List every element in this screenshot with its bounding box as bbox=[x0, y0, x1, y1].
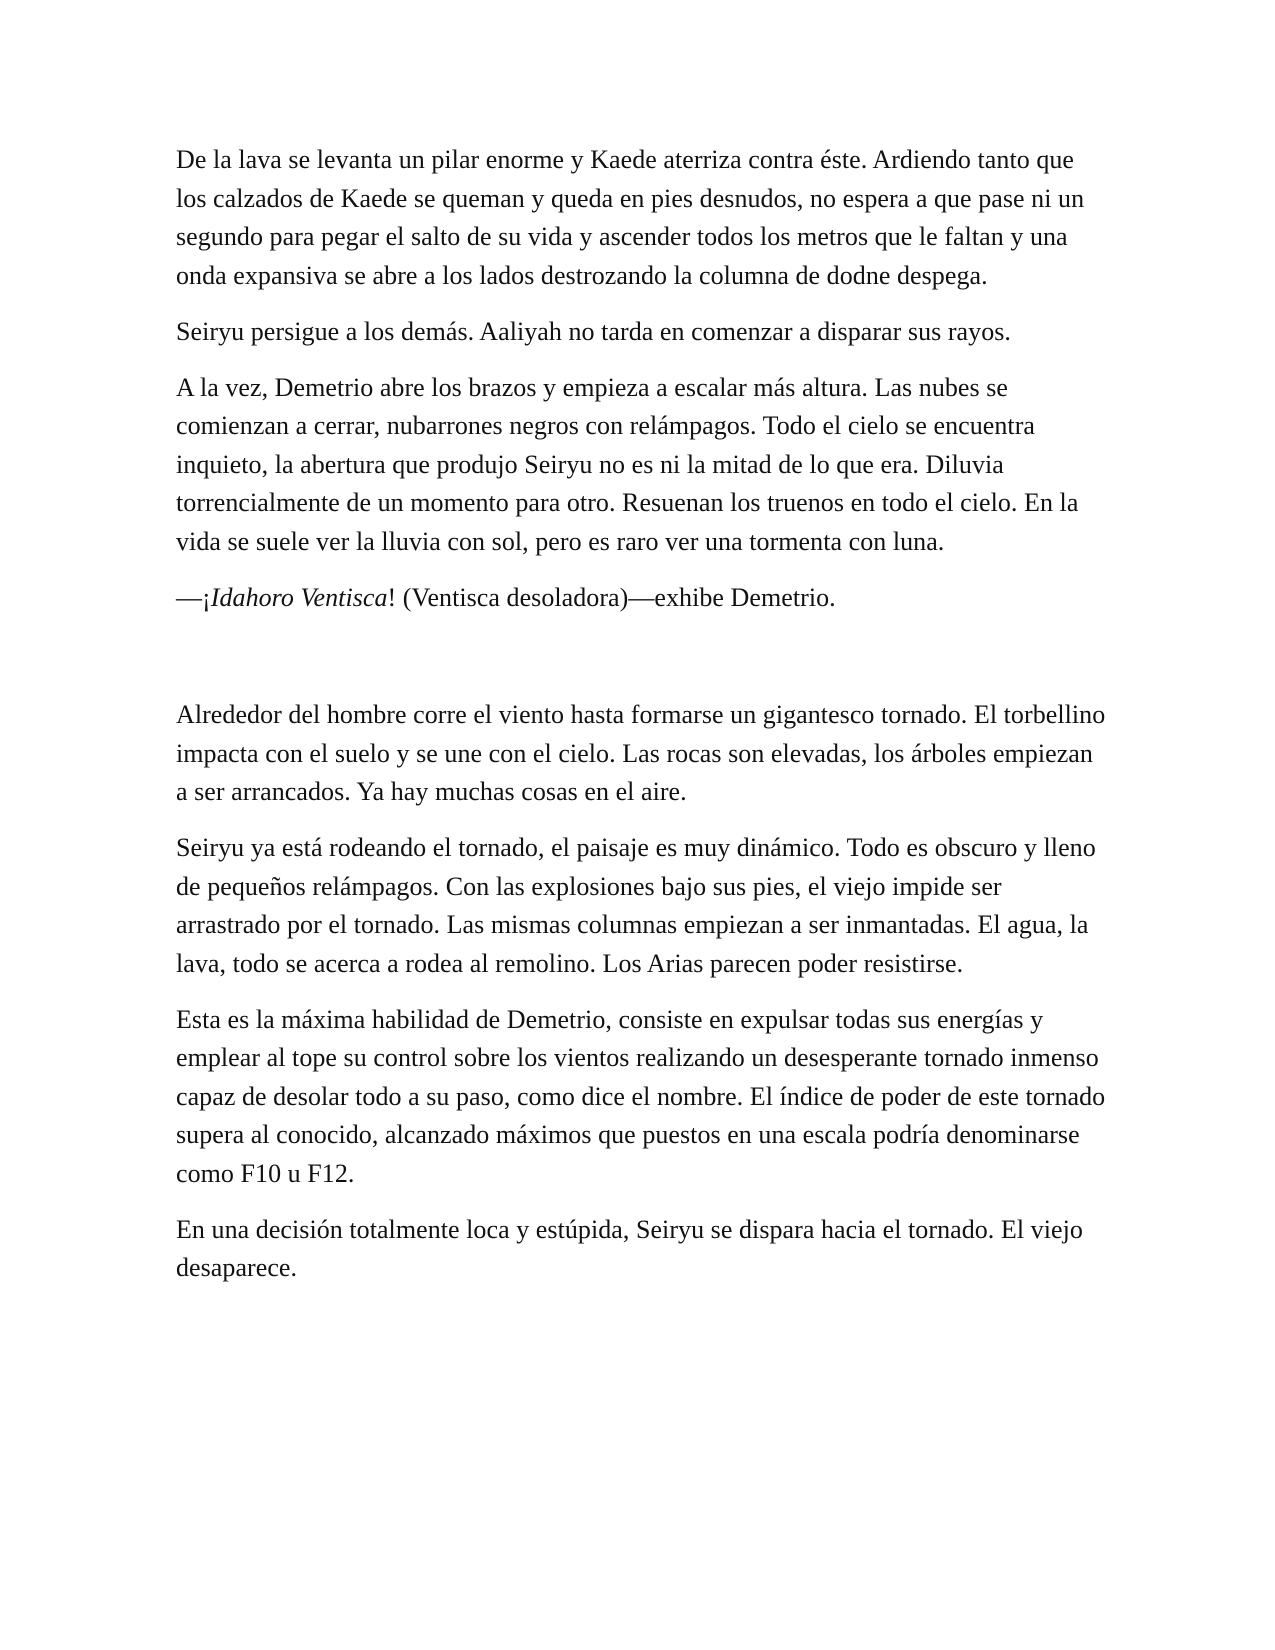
paragraph: Esta es la máxima habilidad de Demetrio, consiste en expulsar todas sus energías y emplear al tope su control sobre los vientos realizando un desesperante tornado inmenso capaz de desolar todo a su paso, como dice el nombre. El índice de poder de este tornado supera al conocido, alcanzado máximos que puestos en una escala podría denominarse como F10 u F12. bbox=[176, 1004, 1106, 1188]
body-text bbox=[176, 141, 1106, 1305]
dialogue-italic-name: Idahoro Ventisca bbox=[210, 582, 388, 612]
paragraph: Seiryu persigue a los demás. Aaliyah no tarda en comenzar a disparar sus rayos. bbox=[176, 316, 1011, 346]
paragraph: En una decisión totalmente loca y estúpida, Seiryu se dispara hacia el tornado. El viejo desaparece. bbox=[176, 1214, 1083, 1282]
dialogue-prefix: —¡ bbox=[176, 582, 211, 612]
paragraph: Seiryu ya está rodeando el tornado, el paisaje es muy dinámico. Todo es obscuro y lleno de pequeños relámpagos. Con las explosiones bajo sus pies, el viejo impide ser arrastrado por el tornado. Las mismas columnas empiezan a ser inmantadas. El agua, la lava, todo se acerca a rodea al remolino. Los Arias parecen poder resistirse. bbox=[176, 833, 1096, 978]
paragraph: Alrededor del hombre corre el viento hasta formarse un gigantesco tornado. El torbellino impacta con el suelo y se une con el cielo. Las rocas son elevadas, los árboles empiezan a ser arrancados. Ya hay muchas cosas en el aire. bbox=[176, 700, 1106, 806]
dialogue-line bbox=[176, 579, 1106, 618]
paragraph: De la lava se levanta un pilar enorme y Kaede aterriza contra éste. Ardiendo tanto que los calzados de Kaede se queman y queda en pies desnudos, no espera a que pase ni un segundo para pegar el salto de su vida y ascender todos los metros que le faltan y una onda expansiva se abre a los lados destrozando la columna de dodne despega. bbox=[176, 145, 1085, 290]
dialogue-suffix: ! (Ventisca desoladora)—exhibe Demetrio. bbox=[387, 582, 836, 612]
paragraph: A la vez, Demetrio abre los brazos y empieza a escalar más altura. Las nubes se comienzan a cerrar, nubarrones negros con relámpagos. Todo el cielo se encuentra inquieto, la abertura que produjo Seiryu no es ni la mitad de lo que era. Diluvia torrencialmente de un momento para otro. Resuenan los truenos en todo el cielo. En la vida se suele ver la lluvia con sol, pero es raro ver una tormenta con luna. bbox=[176, 372, 1079, 556]
